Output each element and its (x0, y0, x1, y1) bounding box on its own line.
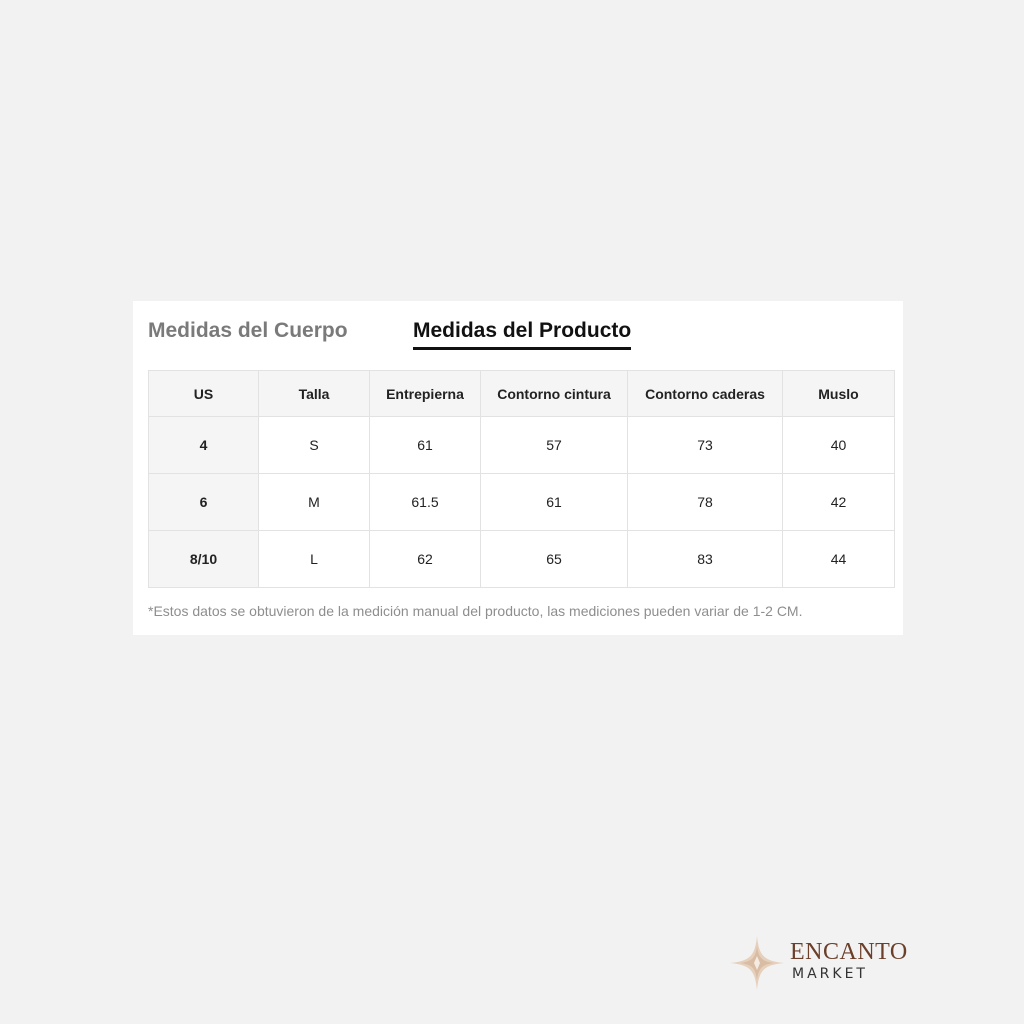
table-cell-muslo: 44 (783, 531, 895, 588)
table-header-row (149, 371, 895, 417)
table-cell-entrepierna: 61.5 (370, 474, 481, 531)
header-talla: Talla (259, 371, 370, 417)
table-cell-caderas: 83 (628, 531, 783, 588)
header-contorno-cintura: Contorno cintura (481, 371, 628, 417)
table-cell-caderas: 73 (628, 417, 783, 474)
brand-name: ENCANTO (790, 939, 908, 965)
tab-product-measurements[interactable]: Medidas del Producto (413, 319, 631, 350)
measurement-note: *Estos datos se obtuvieron de la medición manual del producto, las mediciones pueden variar de 1-2 CM. (148, 603, 803, 619)
table-cell-talla: M (259, 474, 370, 531)
table-cell-talla: L (259, 531, 370, 588)
table-cell-cintura: 61 (481, 474, 628, 531)
table-row (149, 531, 895, 588)
table-cell-talla: S (259, 417, 370, 474)
table-cell-cintura: 57 (481, 417, 628, 474)
table-cell-entrepierna: 62 (370, 531, 481, 588)
brand-subtitle: MARKET (792, 966, 868, 982)
header-us: US (149, 371, 259, 417)
size-chart-card (133, 301, 903, 635)
brand-logo (730, 934, 920, 994)
table-cell-us: 4 (149, 417, 259, 474)
tab-body-measurements[interactable]: Medidas del Cuerpo (148, 319, 348, 342)
table-cell-us: 8/10 (149, 531, 259, 588)
table-cell-muslo: 42 (783, 474, 895, 531)
header-muslo: Muslo (783, 371, 895, 417)
table-cell-entrepierna: 61 (370, 417, 481, 474)
table-cell-muslo: 40 (783, 417, 895, 474)
size-table (148, 370, 895, 588)
table-row (149, 474, 895, 531)
table-cell-us: 6 (149, 474, 259, 531)
table-row (149, 417, 895, 474)
table-cell-caderas: 78 (628, 474, 783, 531)
four-point-star-icon (730, 936, 784, 990)
header-entrepierna: Entrepierna (370, 371, 481, 417)
header-contorno-caderas: Contorno caderas (628, 371, 783, 417)
table-cell-cintura: 65 (481, 531, 628, 588)
